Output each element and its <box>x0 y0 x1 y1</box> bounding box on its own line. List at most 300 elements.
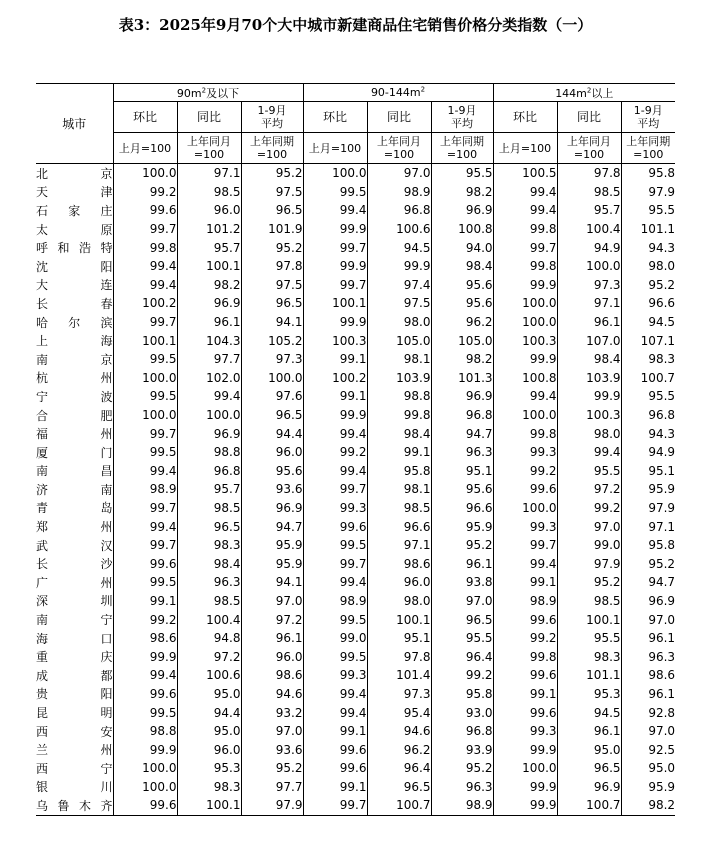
index-value: 99.7 <box>303 276 367 295</box>
index-value: 95.5 <box>621 387 675 406</box>
index-value: 96.0 <box>241 647 303 666</box>
index-value: 99.0 <box>557 536 621 555</box>
city-name: 天津 <box>36 185 113 200</box>
index-value: 94.8 <box>177 629 241 648</box>
index-value: 100.6 <box>177 666 241 685</box>
index-value: 96.2 <box>431 313 493 332</box>
index-value: 99.6 <box>493 480 557 499</box>
index-value: 96.9 <box>621 592 675 611</box>
index-value: 96.1 <box>557 722 621 741</box>
table-row <box>36 369 675 388</box>
index-value: 98.3 <box>557 647 621 666</box>
index-value: 99.4 <box>557 443 621 462</box>
index-value: 95.8 <box>621 164 675 183</box>
table-row <box>36 480 675 499</box>
index-value: 99.9 <box>493 740 557 759</box>
group-header-under-90: $90m^2$及以下 <box>113 84 303 102</box>
index-value: 96.5 <box>367 778 431 797</box>
index-value: 99.8 <box>113 238 177 257</box>
index-value: 99.8 <box>493 220 557 239</box>
city-name: 深圳 <box>36 594 113 609</box>
city-name: 武汉 <box>36 538 113 553</box>
index-value: 99.4 <box>493 554 557 573</box>
index-value: 99.1 <box>113 592 177 611</box>
index-value: 98.6 <box>241 666 303 685</box>
index-value: 97.1 <box>621 517 675 536</box>
index-value: 95.0 <box>621 759 675 778</box>
index-value: 99.1 <box>367 443 431 462</box>
index-value: 95.5 <box>557 462 621 481</box>
index-value: 97.8 <box>367 647 431 666</box>
index-value: 95.9 <box>621 480 675 499</box>
index-value: 96.8 <box>177 462 241 481</box>
base-ytd: 上年同期 =100 <box>431 133 493 164</box>
index-value: 96.5 <box>241 201 303 220</box>
index-value: 98.0 <box>367 592 431 611</box>
index-value: 98.2 <box>431 350 493 369</box>
city-name: 哈尔滨 <box>36 315 113 330</box>
index-value: 95.6 <box>431 294 493 313</box>
index-value: 95.5 <box>557 629 621 648</box>
index-value: 97.4 <box>367 276 431 295</box>
index-value: 100.0 <box>113 164 177 183</box>
city-name: 郑州 <box>36 520 113 535</box>
city-name: 石家庄 <box>36 203 113 218</box>
index-value: 98.6 <box>367 554 431 573</box>
index-value: 100.7 <box>621 369 675 388</box>
index-value: 100.4 <box>177 610 241 629</box>
index-value: 95.2 <box>621 276 675 295</box>
index-value: 99.5 <box>113 387 177 406</box>
index-value: 98.4 <box>557 350 621 369</box>
city-name: 北京 <box>36 166 113 181</box>
index-value: 98.2 <box>177 276 241 295</box>
base-yoy: 上年同月 =100 <box>557 133 621 164</box>
index-value: 96.8 <box>431 406 493 425</box>
index-value: 97.0 <box>557 517 621 536</box>
index-value: 95.8 <box>431 685 493 704</box>
index-value: 99.1 <box>303 722 367 741</box>
index-value: 95.2 <box>557 573 621 592</box>
index-value: 99.9 <box>493 350 557 369</box>
city-name: 重庆 <box>36 650 113 665</box>
subheader-yoy: 同比 <box>557 102 621 133</box>
city-name: 厦门 <box>36 445 113 460</box>
index-value: 97.2 <box>557 480 621 499</box>
index-value: 95.1 <box>621 462 675 481</box>
index-value: 94.1 <box>241 313 303 332</box>
index-value: 99.3 <box>493 517 557 536</box>
table-row <box>36 220 675 239</box>
index-value: 96.1 <box>557 313 621 332</box>
index-value: 99.7 <box>303 238 367 257</box>
table-row <box>36 406 675 425</box>
city-name: 成都 <box>36 668 113 683</box>
index-value: 99.7 <box>493 238 557 257</box>
index-value: 96.5 <box>241 406 303 425</box>
index-value: 95.2 <box>241 238 303 257</box>
index-value: 100.8 <box>431 220 493 239</box>
index-value: 96.0 <box>367 573 431 592</box>
index-value: 99.9 <box>557 387 621 406</box>
index-value: 98.8 <box>367 387 431 406</box>
index-value: 100.1 <box>303 294 367 313</box>
index-value: 95.9 <box>241 536 303 555</box>
index-value: 97.9 <box>621 499 675 518</box>
city-name: 福州 <box>36 427 113 442</box>
index-value: 94.9 <box>621 443 675 462</box>
index-value: 97.1 <box>177 164 241 183</box>
city-name: 乌鲁木齐 <box>36 796 113 815</box>
table-row <box>36 629 675 648</box>
index-value: 100.2 <box>113 294 177 313</box>
index-value: 99.1 <box>303 350 367 369</box>
city-name: 沈阳 <box>36 259 113 274</box>
index-value: 97.3 <box>557 276 621 295</box>
index-value: 96.9 <box>431 201 493 220</box>
index-value: 100.0 <box>493 313 557 332</box>
city-column-header: 城市 <box>36 84 113 164</box>
index-value: 99.6 <box>303 740 367 759</box>
index-value: 98.6 <box>113 629 177 648</box>
index-value: 97.5 <box>367 294 431 313</box>
index-value: 99.1 <box>303 387 367 406</box>
base-mom: 上月=100 <box>113 133 177 164</box>
table-row <box>36 462 675 481</box>
index-value: 99.9 <box>493 276 557 295</box>
index-value: 98.0 <box>557 424 621 443</box>
index-value: 97.6 <box>241 387 303 406</box>
city-name: 西宁 <box>36 761 113 776</box>
index-value: 96.4 <box>367 759 431 778</box>
index-value: 99.6 <box>303 759 367 778</box>
index-value: 99.7 <box>113 220 177 239</box>
index-value: 97.9 <box>621 183 675 202</box>
index-value: 94.9 <box>557 238 621 257</box>
index-value: 97.0 <box>621 610 675 629</box>
index-value: 105.0 <box>367 331 431 350</box>
index-value: 99.5 <box>303 647 367 666</box>
city-name: 南京 <box>36 352 113 367</box>
base-yoy: 上年同月 =100 <box>367 133 431 164</box>
index-value: 96.6 <box>367 517 431 536</box>
index-value: 99.9 <box>367 257 431 276</box>
index-value: 96.9 <box>177 424 241 443</box>
index-value: 95.0 <box>177 685 241 704</box>
index-value: 94.5 <box>557 703 621 722</box>
index-value: 99.6 <box>113 554 177 573</box>
index-value: 95.5 <box>621 201 675 220</box>
index-value: 93.6 <box>241 740 303 759</box>
city-name: 杭州 <box>36 371 113 386</box>
index-value: 96.1 <box>431 554 493 573</box>
index-value: 100.0 <box>557 257 621 276</box>
index-value: 96.6 <box>621 294 675 313</box>
index-value: 100.4 <box>557 220 621 239</box>
index-value: 94.0 <box>431 238 493 257</box>
index-value: 95.1 <box>367 629 431 648</box>
index-value: 98.1 <box>367 480 431 499</box>
index-value: 97.8 <box>241 257 303 276</box>
table-row <box>36 424 675 443</box>
index-value: 99.9 <box>493 796 557 815</box>
index-value: 98.0 <box>621 257 675 276</box>
index-value: 97.0 <box>241 592 303 611</box>
table-row <box>36 164 675 183</box>
index-value: 96.9 <box>241 499 303 518</box>
index-value: 99.2 <box>431 666 493 685</box>
table-row <box>36 313 675 332</box>
city-name: 昆明 <box>36 706 113 721</box>
index-value: 96.3 <box>177 573 241 592</box>
index-value: 100.0 <box>493 499 557 518</box>
table-row <box>36 331 675 350</box>
index-value: 96.0 <box>177 740 241 759</box>
index-value: 99.7 <box>113 424 177 443</box>
index-value: 99.4 <box>303 424 367 443</box>
index-value: 99.4 <box>113 666 177 685</box>
index-value: 97.0 <box>431 592 493 611</box>
index-value: 100.0 <box>493 406 557 425</box>
index-value: 97.9 <box>241 796 303 815</box>
index-value: 99.9 <box>303 257 367 276</box>
index-value: 98.9 <box>113 480 177 499</box>
index-value: 99.7 <box>303 796 367 815</box>
index-value: 98.8 <box>177 443 241 462</box>
index-value: 94.4 <box>241 424 303 443</box>
index-value: 97.0 <box>367 164 431 183</box>
index-value: 95.2 <box>431 536 493 555</box>
table-row <box>36 592 675 611</box>
index-value: 95.6 <box>431 480 493 499</box>
city-name: 长沙 <box>36 557 113 572</box>
subheader-mom: 环比 <box>493 102 557 133</box>
table-row <box>36 759 675 778</box>
index-value: 99.7 <box>113 536 177 555</box>
index-value: 99.6 <box>493 666 557 685</box>
index-value: 99.6 <box>493 610 557 629</box>
index-value: 96.5 <box>177 517 241 536</box>
index-value: 97.5 <box>241 276 303 295</box>
index-value: 99.5 <box>113 443 177 462</box>
group-header-over-144: $144m^2$以上 <box>493 84 675 102</box>
table-row <box>36 722 675 741</box>
subheader-mom: 环比 <box>113 102 177 133</box>
index-value: 95.0 <box>177 722 241 741</box>
index-value: 99.9 <box>303 406 367 425</box>
index-value: 98.8 <box>113 722 177 741</box>
index-value: 98.5 <box>177 592 241 611</box>
index-value: 92.8 <box>621 703 675 722</box>
index-value: 95.2 <box>621 554 675 573</box>
index-value: 100.0 <box>493 759 557 778</box>
index-value: 101.3 <box>431 369 493 388</box>
index-value: 100.0 <box>113 778 177 797</box>
table-row <box>36 536 675 555</box>
index-value: 99.2 <box>493 629 557 648</box>
index-value: 99.4 <box>493 201 557 220</box>
index-value: 100.0 <box>177 406 241 425</box>
index-value: 100.0 <box>113 406 177 425</box>
index-value: 96.3 <box>431 778 493 797</box>
index-value: 93.2 <box>241 703 303 722</box>
city-name: 济南 <box>36 482 113 497</box>
index-value: 100.1 <box>177 796 241 815</box>
index-value: 99.6 <box>113 796 177 815</box>
index-value: 100.0 <box>113 759 177 778</box>
index-value: 99.8 <box>367 406 431 425</box>
index-value: 99.2 <box>113 183 177 202</box>
index-value: 98.3 <box>177 536 241 555</box>
city-name: 广州 <box>36 575 113 590</box>
index-value: 99.1 <box>493 573 557 592</box>
city-name: 兰州 <box>36 743 113 758</box>
index-value: 99.2 <box>557 499 621 518</box>
table-row <box>36 183 675 202</box>
index-value: 100.5 <box>493 164 557 183</box>
table-row <box>36 685 675 704</box>
index-value: 95.8 <box>621 536 675 555</box>
index-value: 95.6 <box>431 276 493 295</box>
index-value: 98.0 <box>367 313 431 332</box>
index-value: 99.9 <box>113 647 177 666</box>
city-name: 银川 <box>36 780 113 795</box>
index-value: 93.9 <box>431 740 493 759</box>
index-value: 96.6 <box>431 499 493 518</box>
index-value: 98.9 <box>493 592 557 611</box>
city-name: 青岛 <box>36 501 113 516</box>
index-value: 99.4 <box>303 201 367 220</box>
index-value: 99.4 <box>113 462 177 481</box>
index-value: 99.7 <box>113 313 177 332</box>
index-value: 99.4 <box>113 257 177 276</box>
index-value: 96.3 <box>621 647 675 666</box>
index-value: 99.5 <box>113 350 177 369</box>
index-value: 99.7 <box>113 499 177 518</box>
index-value: 99.4 <box>303 685 367 704</box>
index-value: 97.0 <box>621 722 675 741</box>
index-value: 100.3 <box>303 331 367 350</box>
index-value: 101.2 <box>177 220 241 239</box>
table-row <box>36 443 675 462</box>
table-row <box>36 387 675 406</box>
index-value: 98.5 <box>177 499 241 518</box>
index-value: 96.2 <box>367 740 431 759</box>
index-value: 97.0 <box>241 722 303 741</box>
index-value: 94.3 <box>621 424 675 443</box>
index-value: 99.2 <box>493 462 557 481</box>
table-row <box>36 610 675 629</box>
index-value: 97.1 <box>557 294 621 313</box>
index-value: 95.0 <box>557 740 621 759</box>
index-value: 96.1 <box>621 629 675 648</box>
index-value: 101.9 <box>241 220 303 239</box>
index-value: 99.3 <box>493 443 557 462</box>
base-mom: 上月=100 <box>493 133 557 164</box>
index-value: 100.8 <box>493 369 557 388</box>
city-name: 大连 <box>36 278 113 293</box>
index-value: 95.7 <box>557 201 621 220</box>
index-value: 95.3 <box>177 759 241 778</box>
index-value: 99.2 <box>113 610 177 629</box>
index-value: 103.9 <box>557 369 621 388</box>
city-name: 呼和浩特 <box>36 241 113 256</box>
subheader-ytd: 1-9月 平均 <box>621 102 675 133</box>
table-row <box>36 573 675 592</box>
index-value: 94.7 <box>431 424 493 443</box>
index-value: 93.0 <box>431 703 493 722</box>
table-row <box>36 294 675 313</box>
table-title: 表3：2025年9月70个大中城市新建商品住宅销售价格分类指数（一） <box>118 16 593 34</box>
index-value: 95.2 <box>431 759 493 778</box>
table-row <box>36 740 675 759</box>
table-row <box>36 554 675 573</box>
city-name: 太原 <box>36 222 113 237</box>
index-value: 100.0 <box>241 369 303 388</box>
index-value: 94.6 <box>241 685 303 704</box>
index-value: 97.8 <box>557 164 621 183</box>
index-value: 96.5 <box>241 294 303 313</box>
index-value: 97.9 <box>557 554 621 573</box>
index-value: 95.6 <box>241 462 303 481</box>
city-name: 宁波 <box>36 389 113 404</box>
base-mom: 上月=100 <box>303 133 367 164</box>
base-yoy: 上年同月 =100 <box>177 133 241 164</box>
index-value: 96.8 <box>621 406 675 425</box>
index-value: 98.5 <box>367 499 431 518</box>
index-value: 102.0 <box>177 369 241 388</box>
index-value: 98.9 <box>367 183 431 202</box>
index-value: 107.0 <box>557 331 621 350</box>
index-value: 94.7 <box>621 573 675 592</box>
index-value: 99.6 <box>113 201 177 220</box>
index-value: 100.1 <box>177 257 241 276</box>
index-value: 98.6 <box>621 666 675 685</box>
index-value: 98.9 <box>303 592 367 611</box>
index-value: 94.5 <box>621 313 675 332</box>
index-value: 100.7 <box>557 796 621 815</box>
table-row <box>36 499 675 518</box>
table-row <box>36 276 675 295</box>
index-value: 98.9 <box>431 796 493 815</box>
index-value: 97.1 <box>367 536 431 555</box>
index-value: 99.6 <box>493 703 557 722</box>
index-value: 99.4 <box>113 276 177 295</box>
index-value: 98.3 <box>177 778 241 797</box>
table-row <box>36 257 675 276</box>
table-row <box>36 703 675 722</box>
index-value: 97.3 <box>241 350 303 369</box>
index-value: 93.8 <box>431 573 493 592</box>
city-name: 贵阳 <box>36 687 113 702</box>
index-value: 99.7 <box>303 554 367 573</box>
subheader-mom: 环比 <box>303 102 367 133</box>
index-value: 95.2 <box>241 759 303 778</box>
index-value: 99.9 <box>303 313 367 332</box>
index-value: 95.9 <box>241 554 303 573</box>
index-value: 93.6 <box>241 480 303 499</box>
index-value: 95.7 <box>177 480 241 499</box>
index-value: 96.3 <box>431 443 493 462</box>
index-value: 101.1 <box>621 220 675 239</box>
subheader-ytd: 1-9月 平均 <box>241 102 303 133</box>
index-value: 96.1 <box>241 629 303 648</box>
subheader-yoy: 同比 <box>177 102 241 133</box>
index-value: 97.7 <box>177 350 241 369</box>
index-value: 96.9 <box>557 778 621 797</box>
index-value: 99.4 <box>303 703 367 722</box>
index-value: 100.1 <box>367 610 431 629</box>
